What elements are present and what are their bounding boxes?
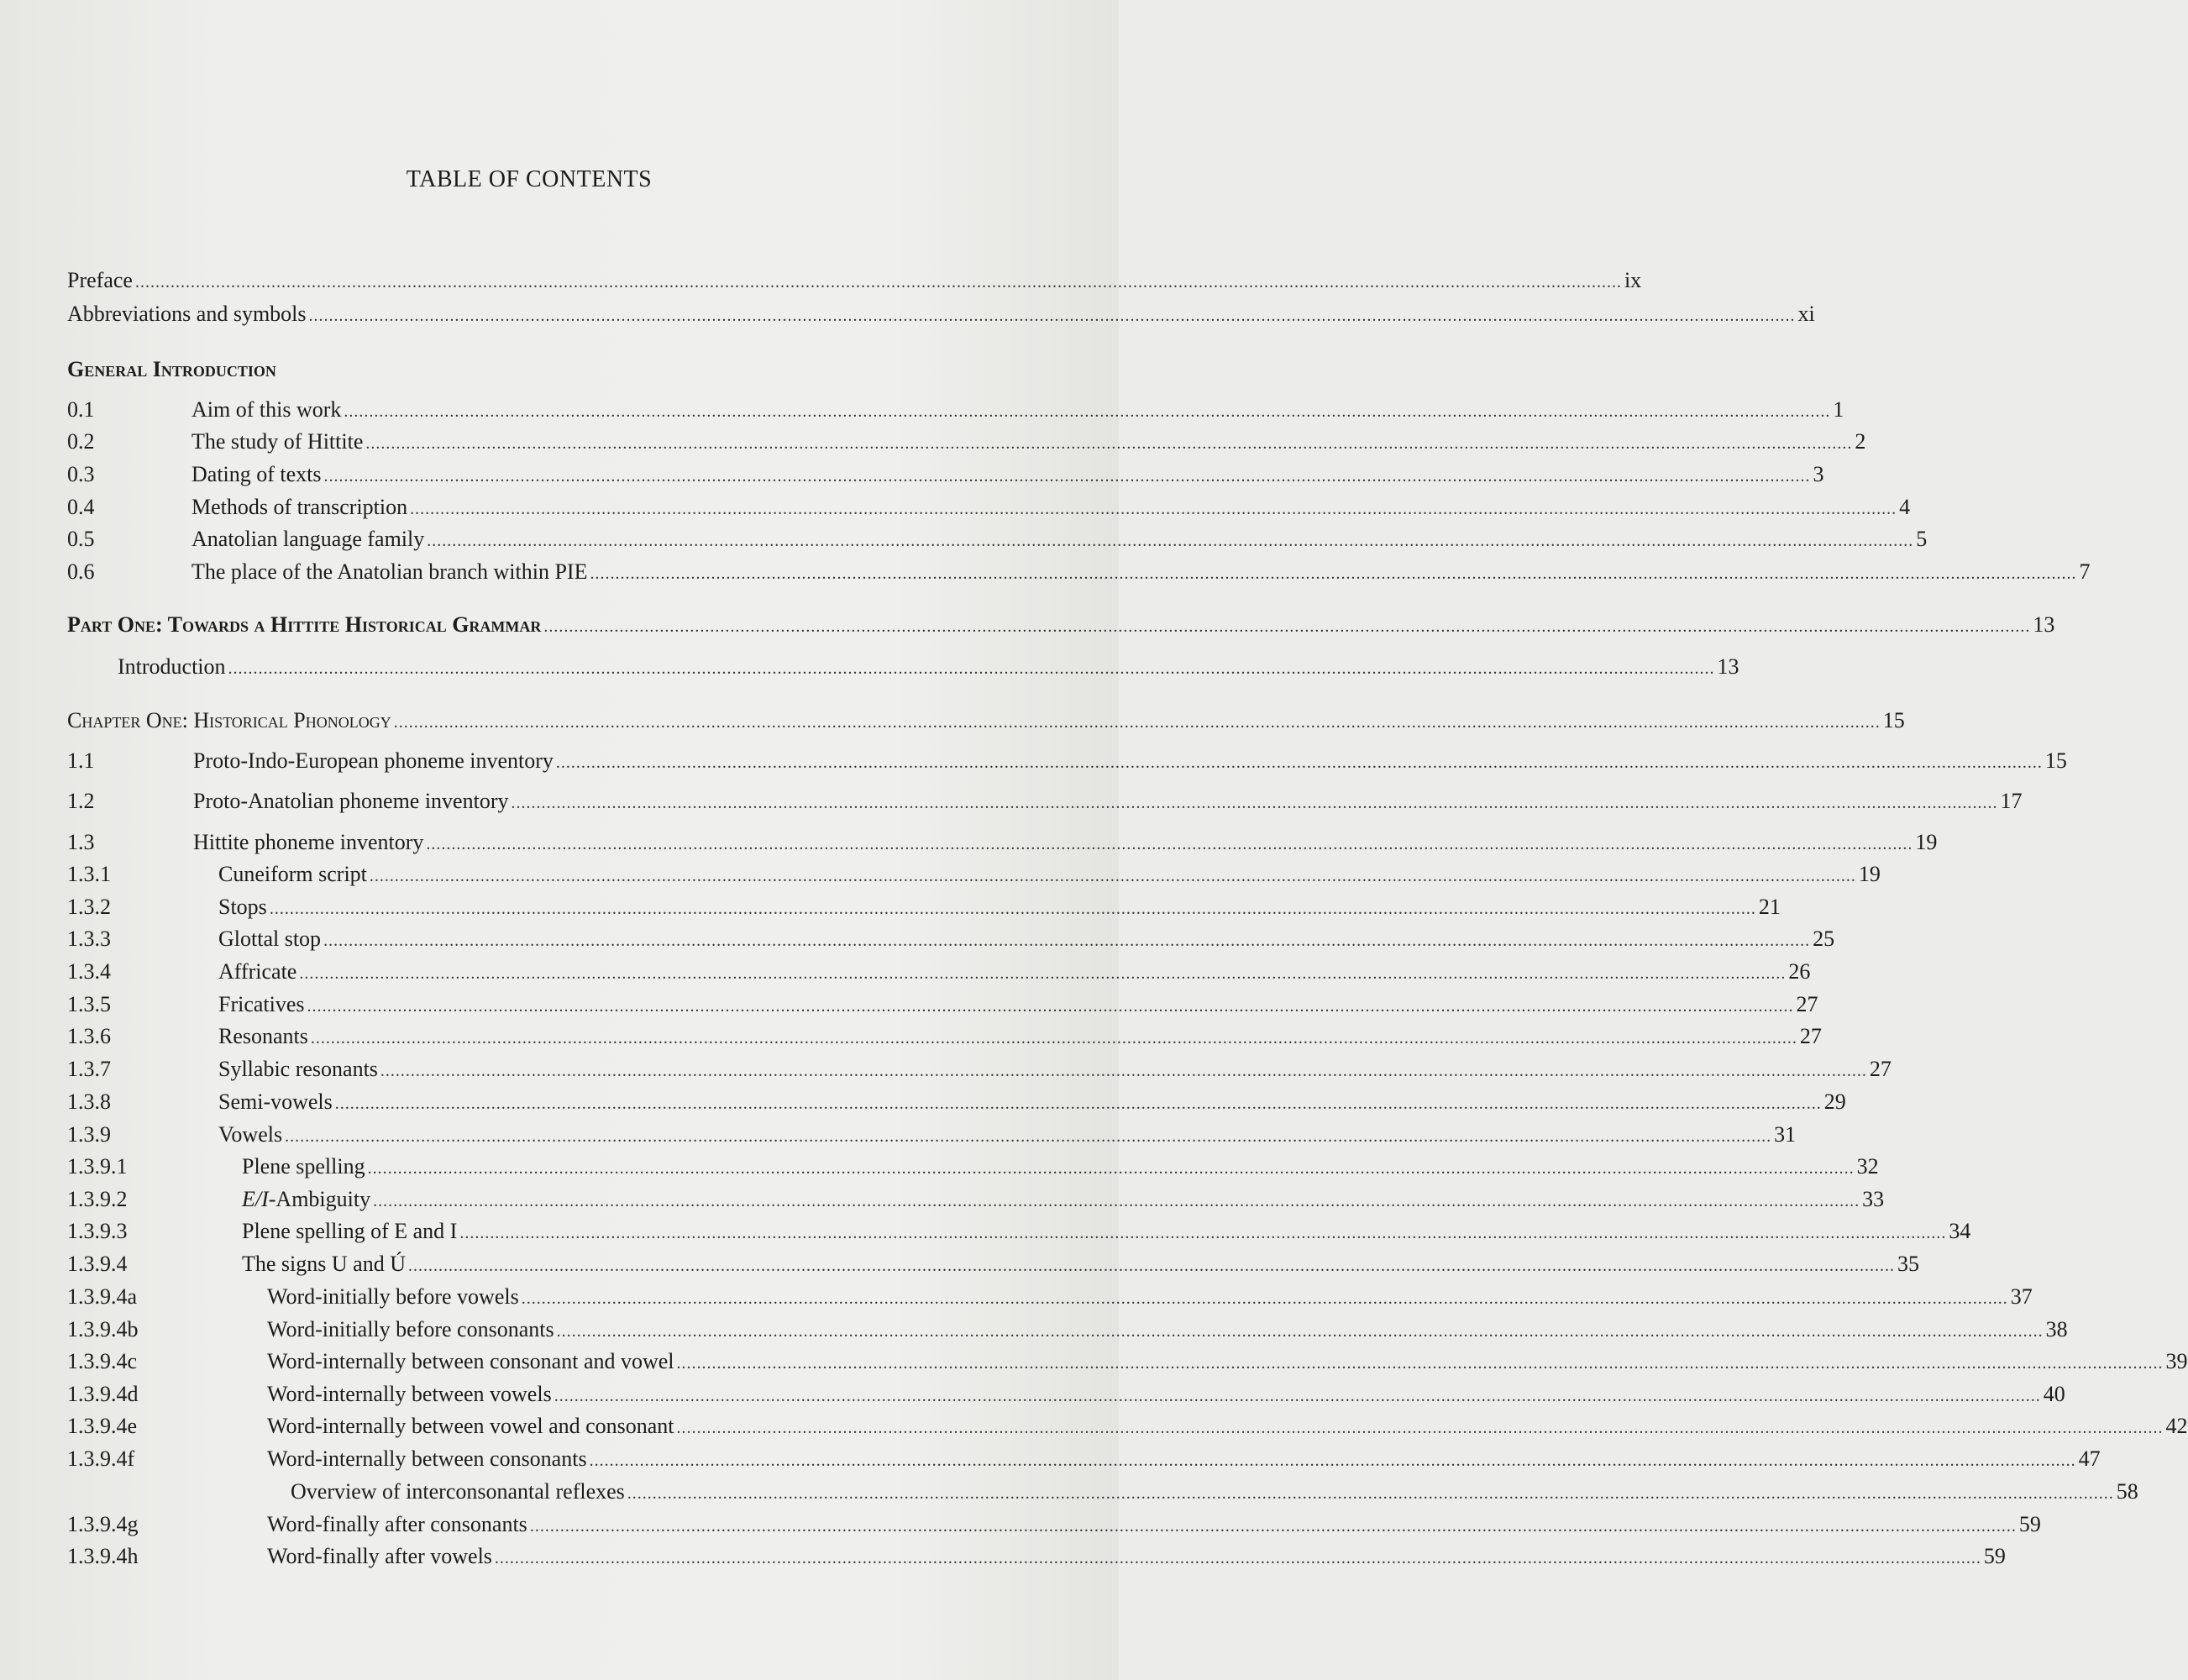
page-number: ix	[1624, 268, 1642, 292]
toc-row	[67, 859, 1881, 890]
toc-entry	[67, 1249, 1919, 1281]
toc-entry	[67, 1347, 2188, 1378]
toc-entry	[67, 827, 1938, 859]
toc-entry	[67, 427, 1866, 459]
leader-dots	[311, 1023, 1797, 1053]
section-number: 1.3.9.1	[67, 1154, 128, 1179]
page-number: 7	[2079, 559, 2091, 584]
leader-dots	[677, 1413, 2164, 1443]
entry-title: Stops	[218, 895, 267, 919]
toc-row	[67, 1282, 2033, 1312]
page-number: 13	[2033, 612, 2055, 637]
entry-title: The study of Hittite	[192, 429, 364, 454]
leader-dots	[530, 1511, 2017, 1541]
leader-dots	[557, 1316, 2044, 1347]
page-number: 37	[2010, 1284, 2033, 1309]
leader-dots	[511, 788, 1997, 818]
leader-dots	[135, 267, 1622, 297]
section-number: 1.3.9.4f	[67, 1446, 135, 1471]
entry-title: Plene spelling of E and I	[242, 1219, 458, 1243]
section-number: 1.3.9.4	[67, 1252, 128, 1276]
section-number: 1.3.6	[67, 1024, 111, 1048]
toc-row	[67, 1184, 1885, 1215]
entry-title: Fricatives	[218, 992, 305, 1016]
leader-dots	[426, 829, 1913, 859]
toc-entry	[67, 1541, 2006, 1573]
leader-dots	[459, 1218, 1946, 1248]
toc-entry	[67, 1315, 2068, 1347]
toc-entry	[67, 492, 1911, 524]
page-number: 59	[2018, 1512, 2041, 1536]
leader-dots	[394, 707, 1881, 738]
entry-title-italic: E/I	[242, 1187, 269, 1211]
page-number: 4	[1899, 495, 1911, 519]
section-number: 0.4	[67, 495, 95, 519]
leader-dots	[627, 1478, 2114, 1509]
section-number: 1.3.9.3	[67, 1219, 128, 1243]
toc-entry	[67, 924, 1835, 956]
entry-title: Aim of this work	[192, 397, 342, 422]
page-number: 3	[1813, 462, 1824, 486]
toc-row	[67, 1411, 2188, 1441]
page-number: 5	[1916, 527, 1928, 551]
toc-row	[67, 746, 2067, 776]
leader-dots	[408, 1251, 1895, 1281]
entry-title: Proto-Anatolian phoneme inventory	[193, 789, 509, 813]
toc-row	[67, 459, 1824, 490]
leader-dots	[373, 1186, 1860, 1216]
page-number: 47	[2078, 1446, 2101, 1471]
section-number: 0.3	[67, 462, 95, 486]
entry-title: Overview of interconsonantal reflexes	[291, 1479, 625, 1504]
leader-dots	[380, 1056, 1867, 1086]
section-number: 1.3.9.4c	[67, 1349, 138, 1373]
leader-dots	[270, 894, 1756, 924]
toc-row	[67, 957, 1811, 987]
entry-title: Word-initially before vowels	[267, 1284, 519, 1309]
entry-title: Introduction	[118, 654, 226, 679]
leader-dots	[427, 526, 1913, 556]
leader-dots	[370, 861, 1856, 891]
toc-entry	[67, 354, 994, 385]
section-number: 1.2	[67, 789, 95, 813]
toc-row	[67, 706, 1905, 736]
page-number: 39	[2165, 1349, 2188, 1373]
section-number: 0.5	[67, 527, 95, 551]
page-number: 13	[1717, 654, 1739, 679]
toc-row	[67, 1541, 2006, 1572]
toc-row	[67, 427, 1866, 457]
toc-entry	[67, 859, 1881, 891]
section-number: 1.3.9.4b	[67, 1317, 139, 1341]
entry-title: Hittite phoneme inventory	[193, 830, 424, 854]
toc-row	[67, 892, 1781, 922]
section-number: 0.2	[67, 429, 95, 454]
page-number: 58	[2116, 1479, 2138, 1504]
page-number: 15	[2044, 748, 2067, 773]
toc-row	[67, 786, 2023, 816]
toc-row	[67, 1021, 1822, 1052]
section-number: 1.3.9.4d	[67, 1382, 139, 1406]
toc-entry	[67, 557, 2091, 589]
page-number: xi	[1797, 302, 1815, 326]
page-number: 21	[1758, 895, 1781, 919]
toc-row	[67, 1315, 2068, 1345]
entry-title: General Introduction	[67, 357, 276, 381]
toc-entry	[67, 1087, 1846, 1119]
page-number: 33	[1862, 1187, 1885, 1211]
toc-row	[67, 652, 1739, 682]
page-number: 27	[1796, 992, 1818, 1016]
entry-title: Chapter One: Historical Phonology	[67, 708, 391, 732]
section-number: 1.1	[67, 748, 95, 773]
toc-row	[67, 1152, 1879, 1182]
section-number: 1.3.3	[67, 927, 111, 951]
entry-title: Part One: Towards a Hittite Historical Grammar	[67, 612, 542, 637]
toc-entry	[67, 459, 1824, 491]
page-number: 59	[1983, 1544, 2006, 1568]
section-number: 1.3.1	[67, 862, 111, 886]
page-number: 25	[1813, 927, 1835, 951]
leader-dots	[228, 654, 1715, 684]
section-number: 1.3.9.2	[67, 1187, 128, 1211]
entry-title: Word-finally after consonants	[267, 1512, 527, 1536]
entry-title: The place of the Anatolian branch within PIE	[192, 559, 588, 584]
leader-dots	[368, 1153, 1855, 1184]
page-number: 38	[2045, 1317, 2068, 1341]
entry-title: The signs U and Ú	[242, 1252, 406, 1276]
page-number: 15	[1882, 708, 1905, 732]
entry-title-rest: -Ambiguity	[268, 1187, 371, 1211]
entry-title: Proto-Indo-European phoneme inventory	[193, 748, 554, 773]
toc-entry	[67, 786, 2023, 818]
toc-entry	[67, 1282, 2033, 1314]
toc-entry	[67, 524, 1928, 556]
toc-entry	[67, 652, 1739, 684]
entry-title: Plene spelling	[242, 1154, 365, 1179]
leader-dots	[554, 1381, 2041, 1411]
leader-dots	[590, 1446, 2076, 1476]
entry-title: Word-finally after vowels	[267, 1544, 492, 1568]
section-number: 1.3.8	[67, 1089, 111, 1114]
toc-row	[67, 1477, 2138, 1507]
section-number: 1.3.7	[67, 1057, 111, 1081]
toc-entry	[67, 1021, 1822, 1053]
section-number: 1.3	[67, 830, 95, 854]
toc-entry	[67, 1120, 1797, 1152]
toc-entry	[67, 1444, 2101, 1476]
page-number: 27	[1799, 1024, 1822, 1048]
toc-row	[67, 1120, 1797, 1150]
toc-row	[67, 990, 1818, 1020]
entry-title: Anatolian language family	[192, 527, 425, 551]
toc-entry	[67, 990, 1818, 1021]
entry-title: Word-internally between vowels	[267, 1382, 552, 1406]
toc-row	[67, 1379, 2065, 1410]
entry-title: Semi-vowels	[218, 1089, 333, 1114]
toc-row	[67, 395, 1844, 425]
entry-title: Word-initially before consonants	[267, 1317, 554, 1341]
toc-row	[67, 524, 1928, 554]
section-number: 1.3.9	[67, 1122, 111, 1147]
entry-title: Word-internally between consonant and vowel	[267, 1349, 674, 1373]
toc-row	[67, 557, 2091, 587]
entry-title: Vowels	[218, 1122, 283, 1147]
leader-dots	[335, 1089, 1822, 1119]
page-number: 1	[1833, 397, 1844, 422]
toc-entry	[67, 1054, 1892, 1086]
page-number: 2	[1855, 429, 1866, 454]
entry-title: Syllabic resonants	[218, 1057, 378, 1081]
entry-title: Word-internally between consonants	[267, 1446, 587, 1471]
section-number: 1.3.9.4a	[67, 1284, 138, 1309]
leader-dots	[495, 1543, 1981, 1573]
toc-entry	[67, 1379, 2065, 1411]
section-number: 1.3.9.4h	[67, 1544, 139, 1568]
toc-row	[67, 492, 1911, 522]
toc-entry	[67, 746, 2067, 778]
toc-entry	[67, 1216, 1971, 1248]
leader-dots	[365, 428, 1852, 459]
leader-dots	[285, 1121, 1771, 1152]
leader-dots	[543, 612, 2030, 642]
toc-row	[67, 1054, 1892, 1084]
toc-entry	[67, 1477, 2138, 1509]
entry-title: Abbreviations and symbols	[67, 302, 307, 326]
leader-dots	[307, 991, 1794, 1021]
section-number: 1.3.2	[67, 895, 111, 919]
toc-entry	[67, 610, 2055, 642]
leader-dots	[677, 1348, 2164, 1378]
leader-dots	[323, 926, 1810, 956]
entry-title: Cuneiform script	[218, 862, 367, 886]
toc-row	[67, 827, 1938, 858]
toc-row	[67, 1347, 2188, 1377]
toc-entry	[67, 265, 1642, 297]
section-number: 1.3.4	[67, 959, 111, 984]
entry-title: Preface	[67, 268, 133, 292]
toc-row	[67, 610, 2055, 640]
entry-title: Word-internally between vowel and consonant	[267, 1414, 674, 1438]
toc-row	[67, 1509, 2041, 1540]
page-number: 34	[1949, 1219, 1971, 1243]
leader-dots	[299, 958, 1786, 989]
section-number: 0.1	[67, 397, 95, 422]
leader-dots	[344, 396, 1830, 427]
page-number: 31	[1774, 1122, 1797, 1147]
entry-title: Affricate	[218, 959, 297, 984]
section-number: 1.3.5	[67, 992, 111, 1016]
page-number: 27	[1869, 1057, 1892, 1081]
entry-title: Methods of transcription	[192, 495, 408, 519]
page-number: 26	[1788, 959, 1811, 984]
page-number: 19	[1858, 862, 1881, 886]
page-number: 17	[2000, 789, 2023, 813]
section-number: 1.3.9.4e	[67, 1414, 138, 1438]
toc-row	[67, 1444, 2101, 1474]
toc-row	[67, 1216, 1971, 1247]
toc-entry	[67, 1411, 2188, 1443]
toc-entry	[67, 957, 1811, 989]
section-number: 1.3.9.4g	[67, 1512, 139, 1536]
entry-title: Resonants	[218, 1024, 308, 1048]
toc-row	[67, 924, 1835, 954]
entry-title	[242, 1184, 370, 1215]
entry-title: Glottal stop	[218, 927, 322, 951]
toc-entry	[67, 1509, 2041, 1541]
toc-row	[67, 299, 1815, 329]
page-number: 35	[1897, 1252, 1919, 1276]
page-number: 40	[2043, 1382, 2065, 1406]
toc-entry	[67, 1184, 1885, 1216]
toc-entry	[67, 706, 1905, 738]
page-number: 19	[1915, 830, 1938, 854]
leader-dots	[324, 461, 1811, 491]
page-title: TABLE OF CONTENTS	[406, 166, 653, 192]
page-number: 42	[2165, 1414, 2188, 1438]
toc-entry	[67, 395, 1844, 427]
toc-row	[67, 354, 994, 385]
leader-dots	[309, 301, 1796, 331]
toc-entry	[67, 1152, 1879, 1184]
leader-dots	[410, 494, 1897, 524]
section-number: 0.6	[67, 559, 95, 584]
leader-dots	[522, 1284, 2008, 1314]
leader-dots	[590, 559, 2076, 589]
page-number: 32	[1856, 1154, 1879, 1179]
toc-row	[67, 1249, 1919, 1279]
toc-row	[67, 1087, 1846, 1117]
page-number: 29	[1823, 1089, 1846, 1114]
toc-entry	[67, 299, 1815, 331]
entry-title: Dating of texts	[192, 462, 322, 486]
toc-row	[67, 265, 1642, 296]
toc-entry	[67, 892, 1781, 924]
leader-dots	[556, 748, 2043, 778]
